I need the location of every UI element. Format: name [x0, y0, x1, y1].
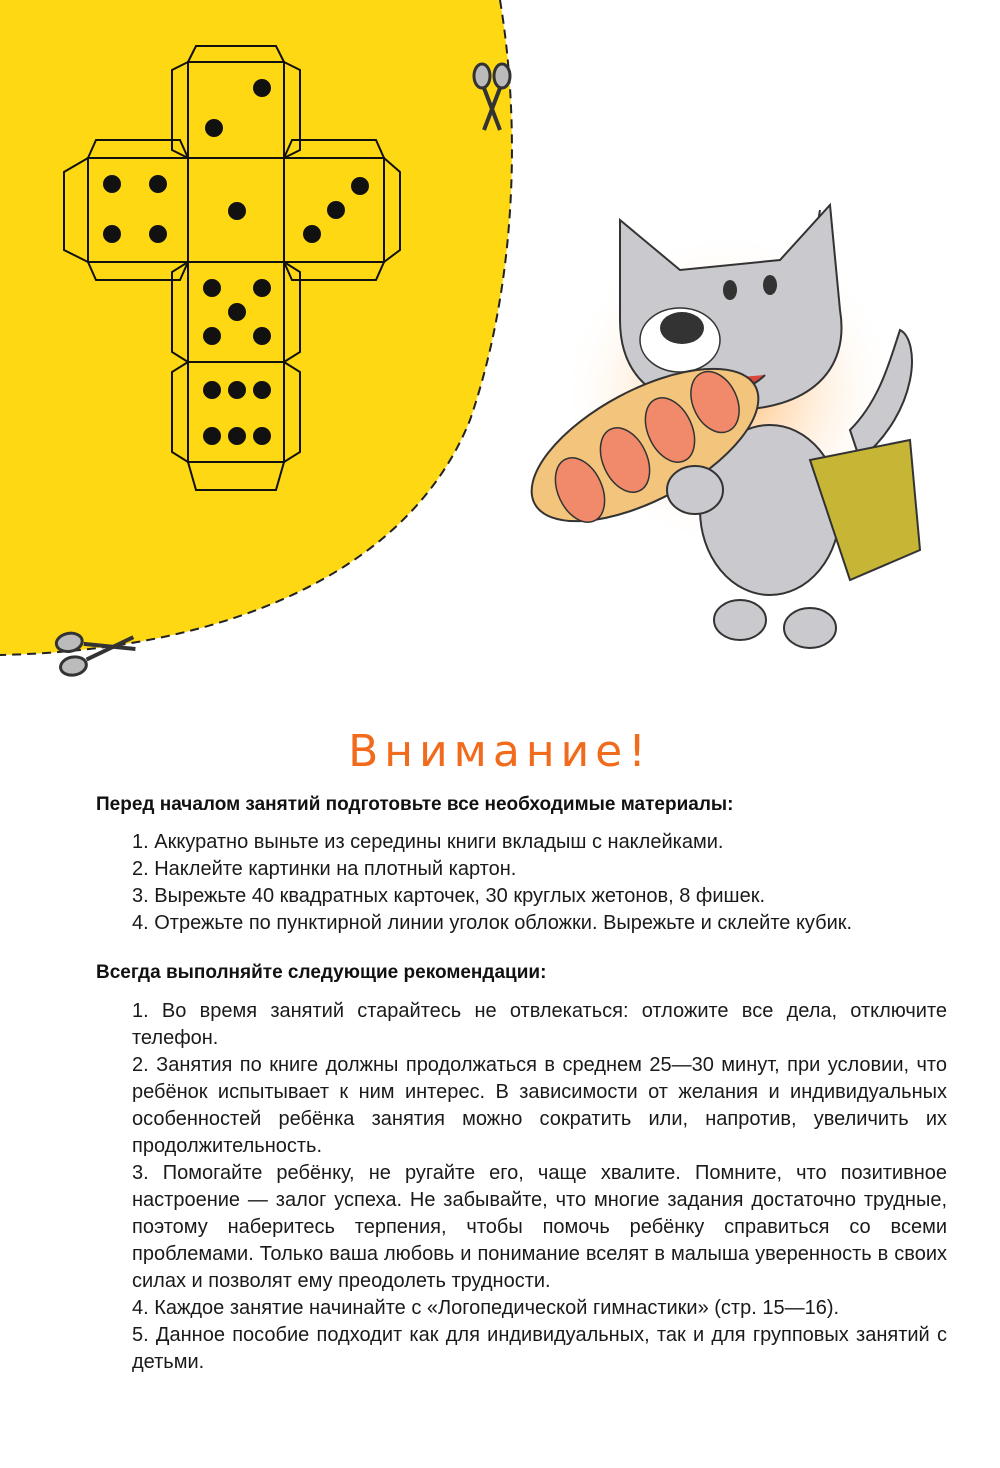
- list-item: 5. Данное пособие подходит как для индивидуальных, так и для групповых занятий с детьми.: [132, 1324, 947, 1373]
- list-item: 2. Наклейте картинки на плотный картон.: [132, 858, 517, 880]
- list-item: 3. Помогайте ребёнку, не ругайте его, чаще хвалите. Помните, что позитивное настроение — залог успеха. Не забывайте, что многие задания достаточно трудные, поэтому наберитесь терпения, чтобы помочь ребёнку справиться со всеми проблемами. Только ваша любовь и понимание вселят в малыша уверенность в своих силах и позволят ему преодолеть трудности.: [132, 1162, 947, 1292]
- recommendations-list: [132, 998, 947, 1376]
- list-item: 1. Аккуратно выньте из середины книги вкладыш с наклейками.: [132, 831, 724, 853]
- list-item: 1. Во время занятий старайтесь не отвлекаться: отложите все дела, отключите телефон.: [132, 1000, 947, 1049]
- list-item: 4. Каждое занятие начинайте с «Логопедической гимнастики» (стр. 15—16).: [132, 1297, 840, 1319]
- cut-out-corner: [0, 0, 560, 700]
- recommendations-heading: Всегда выполняйте следующие рекомендации:: [96, 962, 547, 983]
- list-item: 4. Отрежьте по пунктирной линии уголок обложки. Вырежьте и склейте кубик.: [132, 912, 853, 934]
- materials-heading: Перед началом занятий подготовьте все необходимые материалы:: [96, 794, 734, 815]
- cat-illustration: [520, 190, 940, 660]
- list-item: 3. Вырежьте 40 квадратных карточек, 30 круглых жетонов, 8 фишек.: [132, 885, 766, 907]
- list-item: 2. Занятия по книге должны продолжаться в среднем 25—30 минут, при условии, что ребёнок испытывает к ним интерес. В зависимости от желания и индивидуальных особенностей ребёнка занятия можно сократить или, напротив, увеличить их продолжительность.: [132, 1054, 947, 1157]
- page-title: Внимание!: [348, 726, 652, 777]
- materials-list: [132, 829, 962, 937]
